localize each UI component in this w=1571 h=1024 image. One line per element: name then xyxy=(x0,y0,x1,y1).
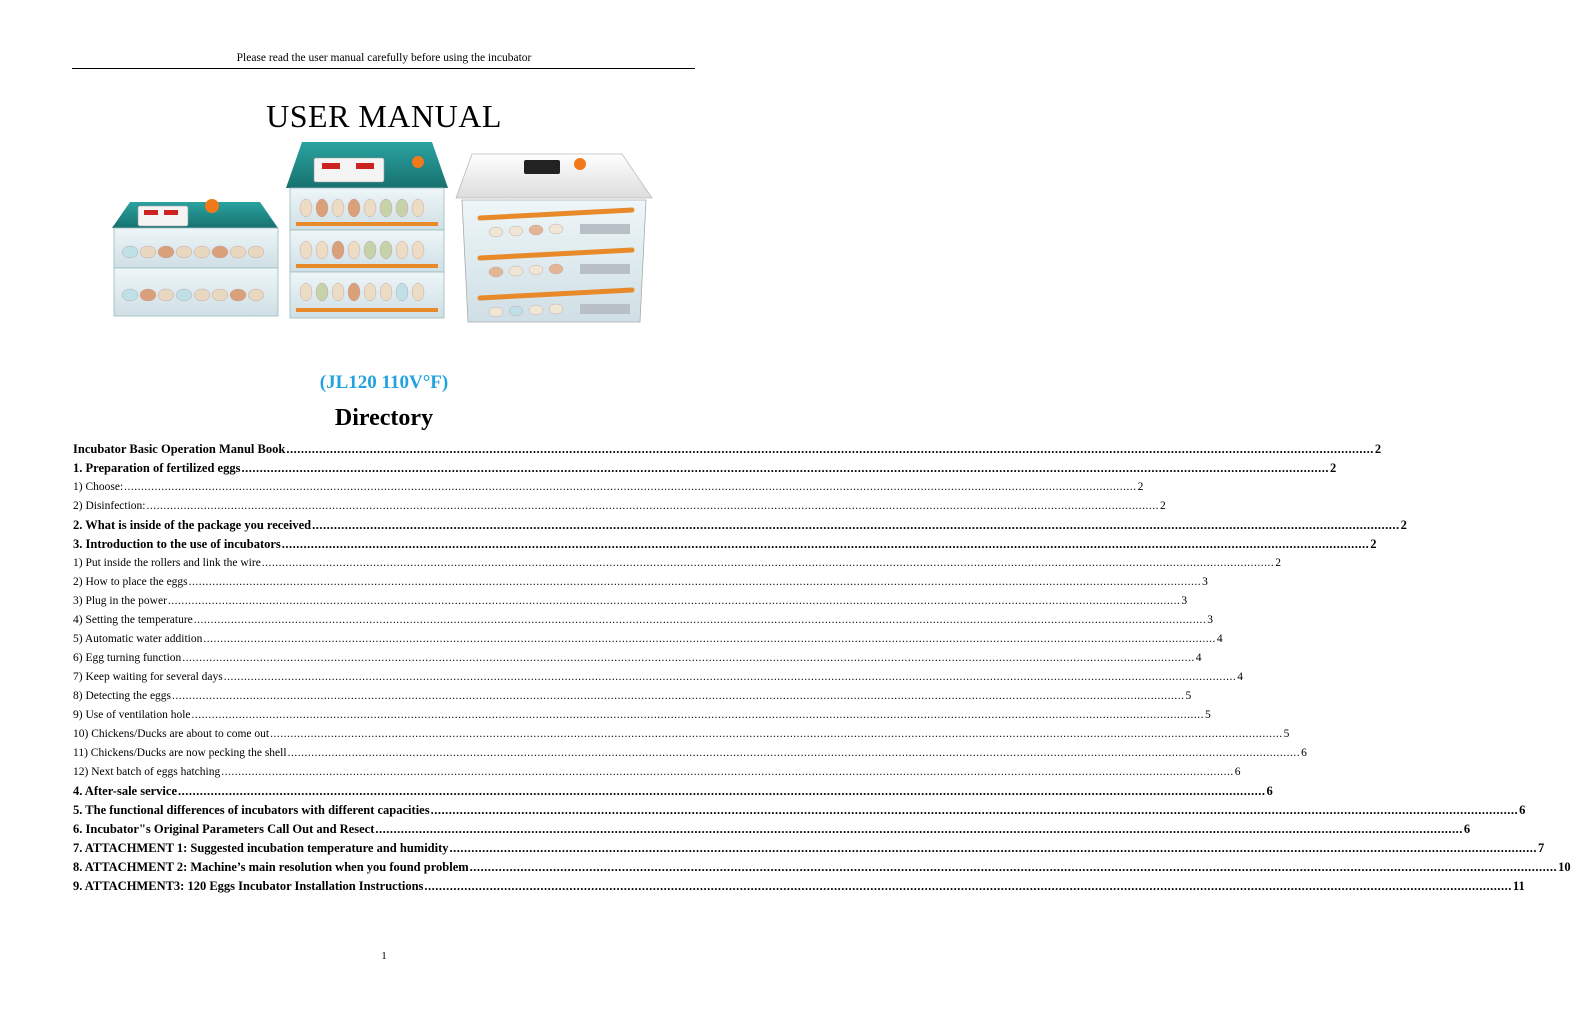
toc-entry-title: 6) Egg turning function xyxy=(73,652,182,664)
toc-entry-page: 11 xyxy=(1512,879,1525,893)
toc-entry xyxy=(73,763,1241,782)
toc-entry xyxy=(73,611,1214,630)
toc-leader-dots: ............................................................................................................................................................................................................................................................................................................ xyxy=(178,784,1266,798)
toc-entry-page: 5 xyxy=(1205,709,1211,721)
toc-entry-title: 9) Use of ventilation hole xyxy=(73,709,191,721)
toc-entry xyxy=(73,782,1273,801)
toc-entry-page: 6 xyxy=(1519,803,1526,817)
toc-entry xyxy=(73,744,1307,763)
toc-leader-dots: ............................................................................................................................................................................................................................................................................................................ xyxy=(167,595,1181,607)
incubator-right-image xyxy=(456,154,652,322)
toc-entry-page: 2 xyxy=(1329,461,1337,475)
toc-entry xyxy=(73,573,1208,592)
toc-entry-page: 4 xyxy=(1237,671,1244,683)
toc-entry-title: 3. Introduction to the use of incubators xyxy=(73,537,281,551)
toc-entry-page: 6 xyxy=(1234,766,1241,778)
toc-entry-title: Incubator Basic Operation Manul Book xyxy=(73,442,286,456)
toc-entry-title: 12) Next batch of eggs hatching xyxy=(73,766,221,778)
incubator-middle-image xyxy=(286,142,448,318)
toc-entry xyxy=(73,725,1290,744)
toc-entry-title: 8) Detecting the eggs xyxy=(73,690,172,702)
toc-entry xyxy=(73,858,1571,877)
toc-entry-title: 7) Keep waiting for several days xyxy=(73,671,223,683)
toc-leader-dots: ............................................................................................................................................................................................................................................................................................................ xyxy=(261,557,1275,569)
toc-entry-page: 2 xyxy=(1275,557,1282,569)
toc-entry xyxy=(73,668,1244,687)
toc-entry xyxy=(73,877,1525,896)
toc-entry-title: 11) Chickens/Ducks are now pecking the shell xyxy=(73,747,287,759)
table-of-contents xyxy=(73,440,1571,896)
toc-entry-page: 2 xyxy=(1137,481,1144,493)
toc-entry-title: 10) Chickens/Ducks are about to come out xyxy=(73,728,270,740)
toc-leader-dots: ............................................................................................................................................................................................................................................................................................................ xyxy=(449,841,1538,855)
toc-entry-page: 7 xyxy=(1538,841,1545,855)
toc-entry-title: 2) How to place the eggs xyxy=(73,576,188,588)
toc-entry-page: 6 xyxy=(1266,784,1273,798)
toc-entry-title: 4) Setting the temperature xyxy=(73,614,193,626)
toc-leader-dots: ............................................................................................................................................................................................................................................................................................................ xyxy=(193,614,1207,626)
toc-entry-title: 4. After-sale service xyxy=(73,784,177,798)
toc-entry-title: 9. ATTACHMENT3: 120 Eggs Incubator Installation Instructions xyxy=(73,879,424,893)
toc-entry-title: 3) Plug in the power xyxy=(73,595,167,607)
toc-entry xyxy=(73,649,1202,668)
toc-entry xyxy=(73,554,1282,573)
toc-entry xyxy=(73,687,1192,706)
toc-entry xyxy=(73,592,1188,611)
toc-entry-title: 2. What is inside of the package you received xyxy=(73,518,312,532)
toc-leader-dots: ............................................................................................................................................................................................................................................................................................................ xyxy=(223,671,1237,683)
page-title: USER MANUAL xyxy=(266,98,502,134)
toc-entry-page: 2 xyxy=(1374,442,1382,456)
toc-entry-title: 8. ATTACHMENT 2: Machine’s main resolution when you found problem xyxy=(73,860,469,874)
toc-leader-dots: ............................................................................................................................................................................................................................................................................................................ xyxy=(241,461,1329,475)
toc-entry-page: 5 xyxy=(1283,728,1290,740)
toc-entry xyxy=(73,535,1377,554)
toc-leader-dots: ............................................................................................................................................................................................................................................................................................................ xyxy=(124,481,1137,493)
toc-entry-page: 6 xyxy=(1301,747,1307,759)
toc-entry xyxy=(73,440,1382,459)
toc-leader-dots: ............................................................................................................................................................................................................................................................................................................ xyxy=(286,442,1374,456)
incubator-left-image xyxy=(112,199,278,316)
toc-entry-title: 1) Put inside the rollers and link the wire xyxy=(73,557,261,569)
toc-entry-page: 3 xyxy=(1181,595,1188,607)
toc-leader-dots: ............................................................................................................................................................................................................................................................................................................ xyxy=(469,860,1558,874)
toc-leader-dots: ............................................................................................................................................................................................................................................................................................................ xyxy=(375,822,1463,836)
page-number: 1 xyxy=(381,950,387,962)
toc-entry-page: 2 xyxy=(1400,518,1407,532)
toc-leader-dots: ............................................................................................................................................................................................................................................................................................................ xyxy=(182,652,1195,664)
incubator-photos xyxy=(100,140,660,335)
toc-entry-title: 1. Preparation of fertilized eggs xyxy=(73,461,241,475)
toc-entry-page: 6 xyxy=(1463,822,1471,836)
model-label: (JL120 110V°F) xyxy=(319,372,449,393)
toc-entry-page: 4 xyxy=(1195,652,1202,664)
toc-leader-dots: ............................................................................................................................................................................................................................................................................................................ xyxy=(203,633,1216,645)
toc-leader-dots: ............................................................................................................................................................................................................................................................................................................ xyxy=(430,803,1519,817)
toc-entry xyxy=(73,478,1144,497)
toc-entry xyxy=(73,497,1166,516)
toc-entry-page: 4 xyxy=(1216,633,1223,645)
toc-entry xyxy=(73,706,1211,725)
toc-leader-dots: ............................................................................................................................................................................................................................................................................................................ xyxy=(191,709,1205,721)
header-rule xyxy=(72,68,695,69)
header-note: Please read the user manual carefully before using the incubator xyxy=(236,52,532,64)
toc-leader-dots: ............................................................................................................................................................................................................................................................................................................ xyxy=(146,500,1159,512)
toc-entry-page: 2 xyxy=(1160,500,1166,512)
toc-leader-dots: ............................................................................................................................................................................................................................................................................................................ xyxy=(287,747,1301,759)
toc-entry-title: 5) Automatic water addition xyxy=(73,633,203,645)
toc-entry-title: 5. The functional differences of incubators with different capacities xyxy=(73,803,430,817)
toc-entry-title: 2) Disinfection: xyxy=(73,500,146,512)
toc-entry xyxy=(73,820,1471,839)
toc-entry-page: 2 xyxy=(1370,537,1377,551)
toc-leader-dots: ............................................................................................................................................................................................................................................................................................................ xyxy=(270,728,1283,740)
directory-heading: Directory xyxy=(334,405,434,431)
toc-entry-page: 3 xyxy=(1202,576,1208,588)
toc-entry xyxy=(73,516,1407,535)
toc-entry-title: 6. Incubator"s Original Parameters Call Out and Resect xyxy=(73,822,375,836)
toc-leader-dots: ............................................................................................................................................................................................................................................................................................................ xyxy=(424,879,1512,893)
toc-leader-dots: ............................................................................................................................................................................................................................................................................................................ xyxy=(221,766,1234,778)
toc-entry-page: 3 xyxy=(1207,614,1214,626)
toc-entry xyxy=(73,801,1526,820)
toc-entry-page: 5 xyxy=(1185,690,1192,702)
toc-leader-dots: ............................................................................................................................................................................................................................................................................................................ xyxy=(281,537,1370,551)
toc-leader-dots: ............................................................................................................................................................................................................................................................................................................ xyxy=(188,576,1202,588)
toc-leader-dots: ............................................................................................................................................................................................................................................................................................................ xyxy=(172,690,1185,702)
toc-entry xyxy=(73,839,1545,858)
toc-entry-title: 1) Choose: xyxy=(73,481,124,493)
toc-entry xyxy=(73,630,1223,649)
toc-entry-page: 10 xyxy=(1558,860,1571,874)
toc-entry-title: 7. ATTACHMENT 1: Suggested incubation temperature and humidity xyxy=(73,841,449,855)
toc-entry xyxy=(73,459,1337,478)
toc-leader-dots: ............................................................................................................................................................................................................................................................................................................ xyxy=(312,518,1400,532)
